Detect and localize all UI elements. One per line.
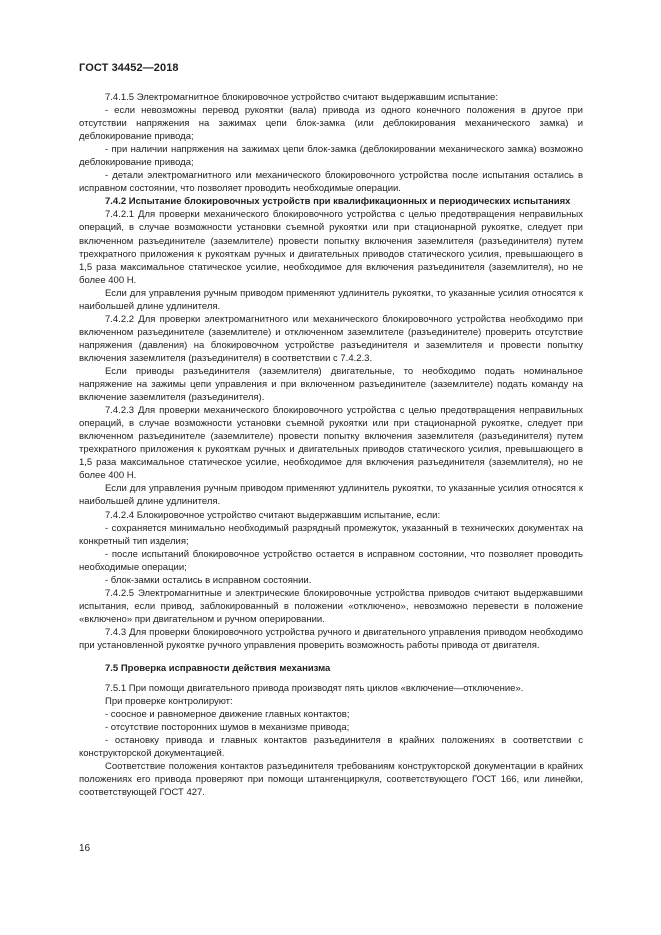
paragraph: - блок-замки остались в исправном состоянии.	[105, 574, 312, 586]
paragraph: - при наличии напряжения на зажимах цепи блок-замка (деблокировании механического замка) возможно деблокирование привода;	[79, 144, 583, 169]
paragraph: Если для управления ручным приводом применяют удлинитель рукоятки, то указанные усилия относятся к наибольшей длине удлинителя.	[79, 287, 583, 312]
paragraph: 7.4.3 Для проверки блокировочного устройства ручного и двигательного управления приводом необходимо при установленной рукоятке ручного управления проверить возможность работы привода от двигателя.	[79, 626, 583, 651]
paragraph: 7.4.2.5 Электромагнитные и электрические блокировочные устройства приводов считают выдержавшими испытания, если привод, заблокированный в положении «отключено», невозможно перевести в положение «включено» при двигательном и ручном оперировании.	[79, 587, 583, 625]
document-body	[79, 91, 583, 799]
document-header: ГОСТ 34452—2018	[79, 62, 179, 74]
paragraph: - остановку привода и главных контактов разъединителя в крайних положениях в соответствии с конструкторской документацией.	[79, 735, 583, 760]
subsection-heading: 7.4.2 Испытание блокировочных устройств при квалификационных и периодических испытаниях	[105, 196, 571, 208]
paragraph: Если приводы разъединителя (заземлителя) двигательные, то необходимо подать номинальное напряжение на зажимы цепи управления и при включенном разъединителе (заземлителе) подать команду на включение заземлителя (разъединителя).	[79, 365, 583, 404]
paragraph: 7.4.2.3 Для проверки механического блокировочного устройства с целью предотвращения неправильных операций, в случае возможности установки съемной рукоятки или при стационарной рукоятке, следует при включенном разъединителе (заземлителе) провести попытку включения заземлителя (разъединителя) путем трехкратного приложения к рукояткам ручных и двигательных приводов статического усилия, превышающего в 1,5 раза максимальное статическое усилие, необходимое для включения разъединителя (заземлителя), но не более 400 Н.	[79, 405, 583, 482]
paragraph: - детали электромагнитного или механического блокировочного устройства после испытания остались в исправном состоянии, что позволяет проводить необходимые операции.	[79, 170, 583, 195]
paragraph: 7.4.2.4 Блокировочное устройство считают выдержавшим испытание, если:	[105, 509, 441, 521]
paragraph: 7.4.1.5 Электромагнитное блокировочное устройство считают выдержавшим испытание:	[105, 92, 498, 103]
paragraph: При проверке контролируют:	[105, 696, 233, 708]
page-number: 16	[79, 843, 91, 854]
paragraph: - если невозможны перевод рукоятки (вала) привода из одного конечного положения в другое при отсутствии напряжения на зажимах цепи блок-замка (или деблокирования механического замка) и деблокирование привода;	[79, 105, 583, 143]
paragraph: 7.4.2.1 Для проверки механического блокировочного устройства с целью предотвращения неправильных операций, в случае возможности установки съемной рукоятки или при стационарной рукоятке, следует при включенном разъединителе (заземлителе) провести попытку включения заземлителя (разъединителя) путем трехкратного приложения к рукояткам ручных и двигательных приводов статического усилия, превышающего в 1,5 раза максимальное статическое усилие, необходимое для включения разъединителя (заземлителя), но не более 400 Н.	[79, 209, 583, 286]
paragraph: - соосное и равномерное движение главных контактов;	[105, 709, 350, 721]
paragraph: - отсутствие посторонних шумов в механизме привода;	[105, 722, 350, 734]
paragraph: - после испытаний блокировочное устройство остается в исправном состоянии, что позволяет проводить необходимые операции;	[79, 548, 583, 573]
paragraph: Соответствие положения контактов разъединителя требованиям конструкторской документации в крайних положениях его привода проверяют при помощи штангенциркуля, соответствующего ГОСТ 166, или линейки, соответствующей ГОСТ 427.	[79, 761, 583, 799]
paragraph: - сохраняется минимально необходимый разрядный промежуток, указанный в технических документах на конкретный тип изделия;	[79, 522, 583, 547]
paragraph: 7.5.1 При помощи двигательного привода производят пять циклов «включение—отключение».	[105, 683, 524, 695]
paragraph: 7.4.2.2 Для проверки электромагнитного или механического блокировочного устройства необходимо при включенном разъединителе (заземлителе) и отключенном заземлителе (разъединителе) проверить отсутствие напряжения (давления) на блокировочном устройстве разъединителя и заземлителя и провести попытку включения заземлителя (разъединителя) в соответствии с 7.4.2.3.	[79, 313, 583, 364]
paragraph: Если для управления ручным приводом применяют удлинитель рукоятки, то указанные усилия относятся к наибольшей длине удлинителя.	[79, 483, 583, 508]
section-heading: 7.5 Проверка исправности действия механизма	[105, 663, 331, 675]
